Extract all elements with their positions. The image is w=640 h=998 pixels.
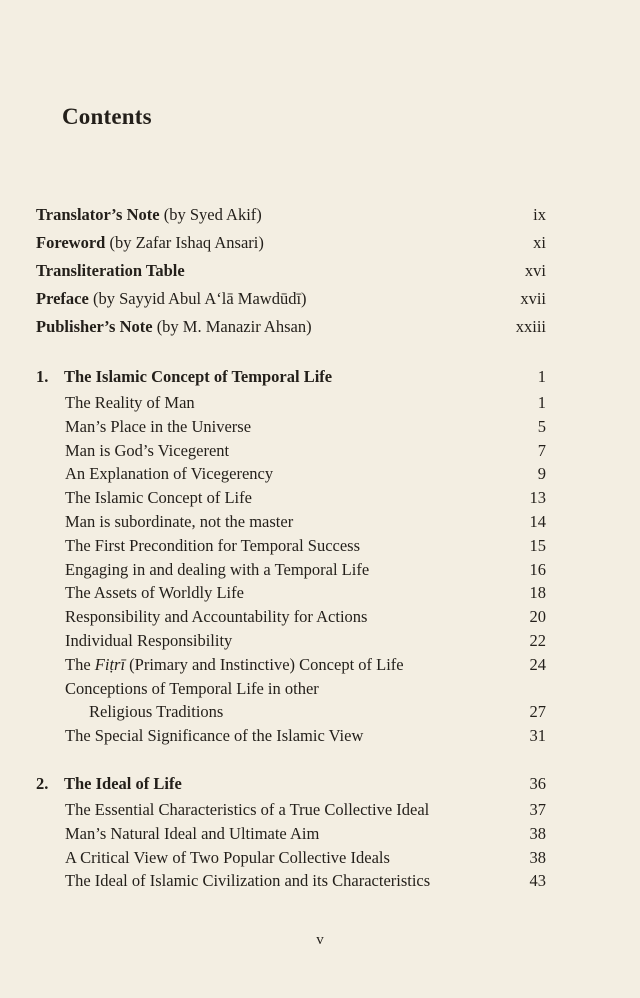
section-page-number: 20: [529, 607, 546, 627]
entry-detail: (by M. Manazir Ahsan): [152, 317, 312, 336]
section-page-number: 24: [529, 654, 546, 674]
section-title: The Assets of Worldly Life: [65, 583, 244, 603]
toc-section: [36, 486, 546, 510]
section-title: Man’s Natural Ideal and Ultimate Aim: [65, 823, 320, 843]
toc-section: [36, 415, 546, 439]
section-title: The Ideal of Islamic Civilization and its Characteristics: [65, 871, 431, 891]
toc-section-continuation: [36, 700, 546, 724]
section-title: Individual Responsibility: [65, 630, 233, 650]
entry-title: Preface: [36, 289, 89, 308]
contents-heading: Contents: [62, 104, 152, 129]
section-page-number: 38: [529, 823, 546, 843]
toc-section: [36, 869, 546, 893]
toc-chapter-2: [36, 770, 546, 798]
section-page-number: 15: [529, 535, 546, 555]
section-page-number: 31: [529, 726, 546, 746]
section-title: The Essential Characteristics of a True Collective Ideal: [65, 799, 430, 819]
toc-section: [36, 439, 546, 463]
toc-section: [36, 462, 546, 486]
chapter-title: The Islamic Concept of Temporal Life: [64, 367, 333, 386]
toc-section: [36, 822, 546, 846]
section-title: A Critical View of Two Popular Collective Ideals: [65, 847, 390, 867]
toc-section: [36, 629, 546, 653]
entry-page-number: xvii: [520, 289, 546, 308]
entry-page-number: ix: [533, 205, 546, 224]
entry-page-number: xi: [533, 233, 546, 252]
toc-section: [36, 510, 546, 534]
entry-page-number: xvi: [524, 261, 546, 280]
chapter-title: The Ideal of Life: [64, 773, 182, 793]
section-title: Conceptions of Temporal Life in other: [65, 678, 319, 698]
section-title: Man is God’s Vicegerent: [65, 440, 230, 460]
section-title: The Islamic Concept of Life: [65, 488, 252, 508]
section-title-pre: The: [65, 654, 95, 674]
entry-title: Publisher’s Note: [36, 317, 153, 336]
toc-section: [36, 724, 546, 748]
section-page-number: 9: [537, 464, 546, 484]
section-title: Man’s Place in the Universe: [65, 416, 252, 436]
section-page-number: 13: [529, 488, 546, 508]
section-page-number: 5: [537, 416, 546, 436]
toc-section: [36, 581, 546, 605]
entry-page-number: xxiii: [515, 317, 546, 336]
entry-detail: (by Sayyid Abul A‘lā Mawdūdī): [88, 289, 307, 308]
toc-entry-translators-note: [36, 201, 546, 229]
toc-section: [36, 534, 546, 558]
page-folio-number: v: [316, 932, 324, 948]
section-page-number: 43: [529, 871, 546, 891]
entry-detail: (by Zafar Ishaq Ansari): [105, 233, 264, 252]
section-title: Engaging in and dealing with a Temporal Life: [65, 559, 370, 579]
toc-section: [36, 558, 546, 582]
section-page-number: 7: [537, 440, 546, 460]
section-title-continuation: Religious Traditions: [89, 702, 224, 722]
section-page-number: 22: [529, 630, 546, 650]
section-title: Man is subordinate, not the master: [65, 511, 294, 531]
toc-entry-transliteration-table: [36, 257, 546, 285]
chapter-number: 2.: [36, 773, 49, 793]
entry-detail: (by Syed Akif): [159, 205, 262, 224]
section-page-number: 27: [529, 702, 546, 722]
section-title: An Explanation of Vicegerency: [65, 464, 274, 484]
chapter-page-number: 36: [529, 773, 546, 793]
toc-section: [36, 677, 546, 701]
section-title-post: (Primary and Instinctive) Concept of Life: [125, 654, 404, 674]
toc-section: [36, 605, 546, 629]
section-page-number: 38: [529, 847, 546, 867]
toc-section: [36, 798, 546, 822]
section-page-number: 14: [529, 511, 546, 531]
toc-chapter-1: [36, 363, 546, 391]
entry-title: Foreword: [36, 233, 106, 252]
section-title: [65, 653, 404, 677]
section-title: The Special Significance of the Islamic View: [65, 726, 364, 746]
section-page-number: 16: [529, 559, 546, 579]
chapter-number: 1.: [36, 367, 49, 386]
toc-entry-foreword: [36, 229, 546, 257]
section-title: The First Precondition for Temporal Success: [65, 535, 361, 555]
toc-entry-publishers-note: [36, 313, 546, 341]
section-title-italic: Fiṭrī: [94, 654, 126, 674]
table-of-contents: [36, 201, 546, 893]
toc-entry-preface: [36, 285, 546, 313]
entry-title: Translator’s Note: [36, 205, 160, 224]
chapter-page-number: 1: [537, 367, 546, 386]
toc-section: [36, 846, 546, 870]
section-page-number: 1: [537, 393, 546, 412]
section-title: The Reality of Man: [65, 393, 195, 412]
section-page-number: 37: [529, 799, 546, 819]
section-page-number: 18: [529, 583, 546, 603]
section-title: Responsibility and Accountability for Actions: [65, 607, 368, 627]
toc-section: [36, 391, 546, 415]
entry-title: Transliteration Table: [36, 261, 185, 280]
toc-section: [36, 653, 546, 677]
